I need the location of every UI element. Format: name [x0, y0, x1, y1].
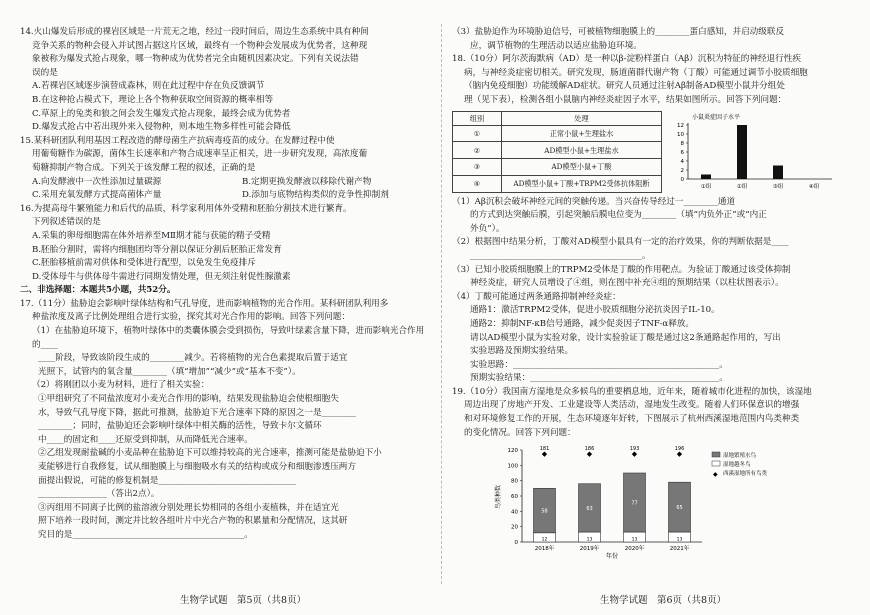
- q17-line: ________；同时，盐胁迫还会影响叶绿体中相关酶的活性，导致卡尔文循环: [38, 421, 322, 432]
- q18-line: 病，与神经炎症密切相关。研究发现，肠道菌群代谢产物（丁酸）可能通过调节小胶质细胞: [464, 67, 808, 78]
- q16-option-b: B.胚胎分割时，需将内细胞团均等分割以保证分割后胚胎正常发育: [32, 244, 282, 255]
- q17-line: 种盐浓度及离子比例处理组合进行实验，探究其对光合作用的影响。回答下列问题：: [32, 312, 350, 323]
- q18-line: 18.（10分）阿尔茨海默病（AD）是一种以β-淀粉样蛋白（Aβ）沉积为特征的神经退行性疾: [452, 54, 801, 65]
- legend-label: 湿地越冬鸟: [723, 462, 751, 469]
- q14-line: 14.火山爆发后形成的裸岩区域是一片荒无之地，经过一段时间后，周边生态系统中具有种间: [20, 27, 369, 37]
- q17-line: ③丙组用不同离子比例的盐溶液分别处理长势相同的各组小麦植株，并在适宜光: [38, 502, 339, 513]
- x-tick-label: ③组: [772, 183, 784, 190]
- data-label: 13: [676, 537, 683, 543]
- y-tick-label: 10: [677, 131, 684, 138]
- legend-label: 湿地繁殖水鸟: [723, 453, 757, 460]
- table-cell: AD模型小鼠+丁酸: [502, 159, 662, 176]
- q18-line: 的方式到达突触后膜，引起突触后膜电位变为________（填“内负外正”或“内正: [470, 210, 767, 221]
- question-14: [20, 26, 430, 135]
- q14-option-c: C.草原上的兔类和狼之间会发生爆发式抢占现象，最终会成为优势者: [32, 108, 291, 119]
- q19-line: 和对环境修复工作的开展，生态环境逐年好转，下图展示了杭州西溪湿地范围内鸟类种类: [464, 414, 800, 425]
- q17-line: 光照下，试管内的氧含量________（填“增加”“减少”或“基本不变”）。: [38, 366, 301, 377]
- table-row: [453, 175, 662, 192]
- q17-3-line: 应，调节植物的生理活动以适应盐胁迫环境。: [470, 40, 642, 51]
- q14-option-b: B.在这种抢占模式下，理论上各个物种获取空间资源的概率相等: [32, 94, 274, 105]
- q15-options-row2: [20, 189, 430, 203]
- q18-line: 外负”）。: [470, 223, 505, 234]
- table-row: [453, 142, 662, 159]
- q17-line: 究目的是________________________________________。: [38, 529, 253, 540]
- x-tick-label: 2018年: [534, 546, 555, 553]
- table-cell: AD模型小鼠+生理盐水: [502, 142, 662, 159]
- y-tick-label: 0: [514, 540, 518, 547]
- q18-line: （2）根据图中结果分析，丁酸对AD模型小鼠具有一定的治疗效果，你的判断依据是____: [452, 237, 789, 248]
- y-tick-label: 80: [511, 478, 518, 485]
- data-label: 65: [676, 505, 683, 512]
- y-axis-label: 鸟类种数: [495, 485, 502, 510]
- group-table: [452, 111, 662, 193]
- q18-line: 通路1：激活TRPM2受体，促进小胶质细胞分泌抗炎因子IL-10。: [470, 305, 720, 316]
- q18-line: （3）已知小胶质细胞膜上的TRPM2受体是丁酸的作用靶点。为验证丁酸通过该受体抑制: [452, 264, 791, 275]
- q16-line: 下列叙述错误的是: [32, 217, 101, 228]
- q15-options-row1: [20, 176, 430, 190]
- table-cell: ②: [453, 142, 502, 159]
- q15-option-a: A.向发酵液中一次性添加过量碳源: [32, 176, 162, 187]
- q14-option-a: A.若裸岩区域逐步演替成森林，则在此过程中存在负反馈调节: [32, 81, 265, 92]
- table-row: [453, 125, 662, 142]
- q17-line: ____阶段，导致该阶段生成的________减少。若将植物的光合色素提取后置于适宜: [38, 353, 348, 364]
- q17-line: ②乙组发现耐盐碱的小麦品种在盐胁迫下可以维持较高的光合速率，推测可能是盐胁迫下小: [38, 448, 382, 459]
- q18-line: 实验思路：________________________________________________。: [470, 359, 728, 370]
- q15-line: 用葡萄糖作为碳源，菌体生长速率和产物合成速率呈正相关，进一步研究发现，高浓度葡: [32, 149, 368, 160]
- bird-species-chart: [492, 442, 792, 560]
- q16-option-d: D.受体母牛与供体母牛需进行同期发情处理，但无须注射促性腺激素: [32, 271, 291, 282]
- q18-line: 请以AD模型小鼠为实验对象，设计实验验证丁酸是通过这2条通路起作用的，写出: [470, 332, 781, 343]
- q19-line: 的变化情况。回答下列问题：: [464, 427, 576, 438]
- data-label: 77: [631, 500, 638, 507]
- x-tick-label: ①组: [700, 183, 712, 190]
- q17-line: （2）将刚团以小麦为材料，进行了相关实验：: [32, 380, 210, 391]
- y-tick-label: 60: [511, 494, 518, 501]
- table-cell: ①: [453, 125, 502, 142]
- q15-line: 15.某科研团队利用基因工程改造的酵母菌生产抗病毒疫苗的成分。在发酵过程中使: [20, 135, 335, 146]
- q18-line: （脑内免疫细胞）功能缓解AD症状。研究人员通过注射Aβ制备AD模型小鼠并分组处: [464, 81, 785, 92]
- q18-line: 神经炎症，研究人员增设了④组，则在图中补充④组的预期结果（以柱状图表示）。: [470, 278, 784, 289]
- q15-line: 萄糖抑制产物合成。下列关于该发酵工程的叙述，正确的是: [32, 162, 256, 173]
- bar: [773, 165, 783, 179]
- line-marker: ◆: [541, 450, 548, 459]
- q17-line: ①甲组研究了不同盐浓度对小麦光合作用的影响，结果发现盐胁迫会使根细胞失: [38, 394, 339, 405]
- table-cell: 正常小鼠+生理盐水: [502, 125, 662, 142]
- q15-option-b: B.定期更换发酵液以移除代谢产物: [242, 176, 372, 187]
- q17-line: （1）在盐胁迫环境下，植物叶绿体中的类囊体膜会受到损伤，导致叶绿素含量下降，进而影响光合作用的____: [32, 326, 425, 350]
- data-label: 193: [629, 446, 640, 453]
- q15-option-c: C.采用充氧发酵方式提高菌体产量: [32, 190, 162, 201]
- y-tick-label: 40: [511, 509, 518, 516]
- legend-label: 西溪湿地所有鸟类: [723, 471, 768, 478]
- question-15: [20, 135, 430, 203]
- line-marker: ◆: [586, 450, 593, 459]
- table-row: [453, 159, 662, 176]
- x-tick-label: ②组: [736, 183, 748, 190]
- q17-line: 17.（11分）盐胁迫会影响叶绿体结构和气孔导度，进而影响植物的光合作用。某科研团队利用多: [20, 298, 389, 309]
- y-tick-label: 0: [680, 176, 684, 183]
- q17-line: 中____的固定和____还原受到抑制，从而降低光合速率。: [38, 434, 253, 445]
- question-17: [20, 298, 430, 543]
- q15-option-d: D.添加与底物结构类似的竞争性抑制剂: [242, 190, 389, 201]
- y-tick-label: 2: [680, 167, 684, 174]
- bar: [737, 125, 747, 179]
- q18-line: 理（见下表），检测各组小鼠脑内神经炎症因子水平，结果如图所示。回答下列问题：: [464, 94, 787, 105]
- q17-line: 麦能够进行自我修复，试从细胞膜上与细胞吸水有关的结构或成分和细胞渗透压两方: [38, 462, 356, 472]
- x-tick-label: 2019年: [579, 546, 600, 553]
- y-tick-label: 8: [680, 140, 684, 147]
- y-tick-label: 100: [507, 463, 518, 470]
- footer-left: 生物学试题 第5页（共8页）: [180, 595, 307, 606]
- column-divider: [441, 24, 442, 584]
- q19-line: 周边出现了房地产开发、工业建设等人类活动，湿地发生改变。随着人们环保意识的增强: [464, 400, 800, 411]
- q16-option-c: C.胚胎移植前需对供体和受体进行配型，以免发生免疫排斥: [32, 258, 256, 269]
- data-label: 186: [584, 446, 595, 453]
- q18-line: ________________________________________。: [470, 250, 651, 261]
- q17-line: 照下培养一段时间，测定并比较各组叶片中光合产物的积累量和分配情况，这其研: [38, 516, 348, 527]
- table-chart-row: [452, 111, 852, 193]
- x-axis-label: 年份: [605, 553, 619, 561]
- data-label: 63: [586, 506, 593, 513]
- data-label: 13: [586, 537, 593, 543]
- data-label: 13: [631, 537, 638, 543]
- q16-option-a: A.采集的卵母细胞需在体外培养至MⅡ期才能与获能的精子受精: [32, 230, 271, 241]
- q18-line: 通路2：抑制NF-κB信号通路，减少促炎因子TNF-α释放。: [470, 318, 694, 329]
- question-16: [20, 203, 430, 285]
- q18-line: 预期实验结果：____________________________________________。: [470, 373, 728, 384]
- legend-marker: ◆: [713, 471, 718, 479]
- right-column: [452, 26, 852, 566]
- q17-line: 面提出假说，可能的修复机制是________________________________: [38, 475, 296, 486]
- data-label: 181: [539, 446, 550, 453]
- q18-line: 实验思路及预期实验结果。: [470, 346, 574, 357]
- table-header-cell: 处理: [502, 111, 662, 125]
- y-tick-label: 20: [511, 524, 518, 531]
- bar: [701, 174, 711, 179]
- legend-swatch: [712, 461, 720, 466]
- q14-line: 误的是: [32, 67, 58, 78]
- question-19: [452, 386, 852, 566]
- table-cell: ④: [453, 175, 502, 192]
- table-header-row: [453, 111, 662, 125]
- y-tick-label: 12: [677, 122, 684, 129]
- q18-line: （1）Aβ沉积会破坏神经元间的突触传递。当兴奋传导经过一________通道: [452, 196, 736, 207]
- q14-option-d: D.爆发式抢占中若出现外来入侵物种，则本地生物多样性可能会降低: [32, 122, 291, 133]
- q17-line: 水，导致气孔导度下降，据此可推测，盐胁迫下光合速率下降的原因之一是________: [38, 407, 356, 418]
- line-marker: ◆: [631, 450, 638, 459]
- question-18: [452, 53, 852, 386]
- section-heading: 二、非选择题：本题共5小题，共52分。: [20, 285, 176, 296]
- left-column: [20, 26, 430, 543]
- table-cell: AD模型小鼠+丁酸+TRPM2受体抗体阻断: [502, 175, 662, 192]
- q14-line: 竞争关系的物种会侵入并试图占据这片区域，最终有一个物种会发展成为优势者，这种现: [32, 40, 368, 51]
- data-label: 196: [674, 446, 685, 453]
- table-header-cell: 组别: [453, 111, 502, 125]
- legend-swatch: [712, 452, 720, 457]
- x-tick-label: 2021年: [669, 546, 690, 553]
- q17-3-line: （3）盐胁迫作为环境胁迫信号，可被植物细胞膜上的________蛋白感知，并启动级联反: [452, 27, 785, 37]
- q19-line: 19.（10分）我国南方湿地是众多候鸟的重要栖息地，近年来，随着城市化进程的加快，该湿地: [452, 386, 812, 397]
- y-tick-label: 120: [507, 448, 518, 455]
- q17-line: ________________（答出2点）。: [38, 489, 160, 500]
- y-tick-label: 6: [680, 149, 684, 156]
- footer-right: 生物学试题 第6页（共8页）: [600, 595, 727, 606]
- y-tick-label: 4: [680, 158, 684, 165]
- table-cell: ③: [453, 159, 502, 176]
- q18-line: （4）丁酸可能通过两条通路抑制神经炎症：: [452, 291, 621, 302]
- inflammation-bar-chart: [668, 111, 838, 193]
- chart-title: 小鼠炎症因子水平: [692, 113, 741, 121]
- x-tick-label: ④组: [808, 183, 820, 190]
- q16-line: 16.为提高母牛繁殖能力和后代的品质，科学家利用体外受精和胚胎分割技术进行繁育。: [20, 203, 352, 214]
- line-marker: ◆: [676, 450, 683, 459]
- data-label: 12: [541, 537, 548, 543]
- data-label: 58: [541, 508, 548, 515]
- q14-line: 象被称为爆发式抢占现象，哪一物种成为优势者完全由随机因素决定。下列有关说法错: [32, 54, 359, 65]
- x-tick-label: 2020年: [624, 546, 645, 553]
